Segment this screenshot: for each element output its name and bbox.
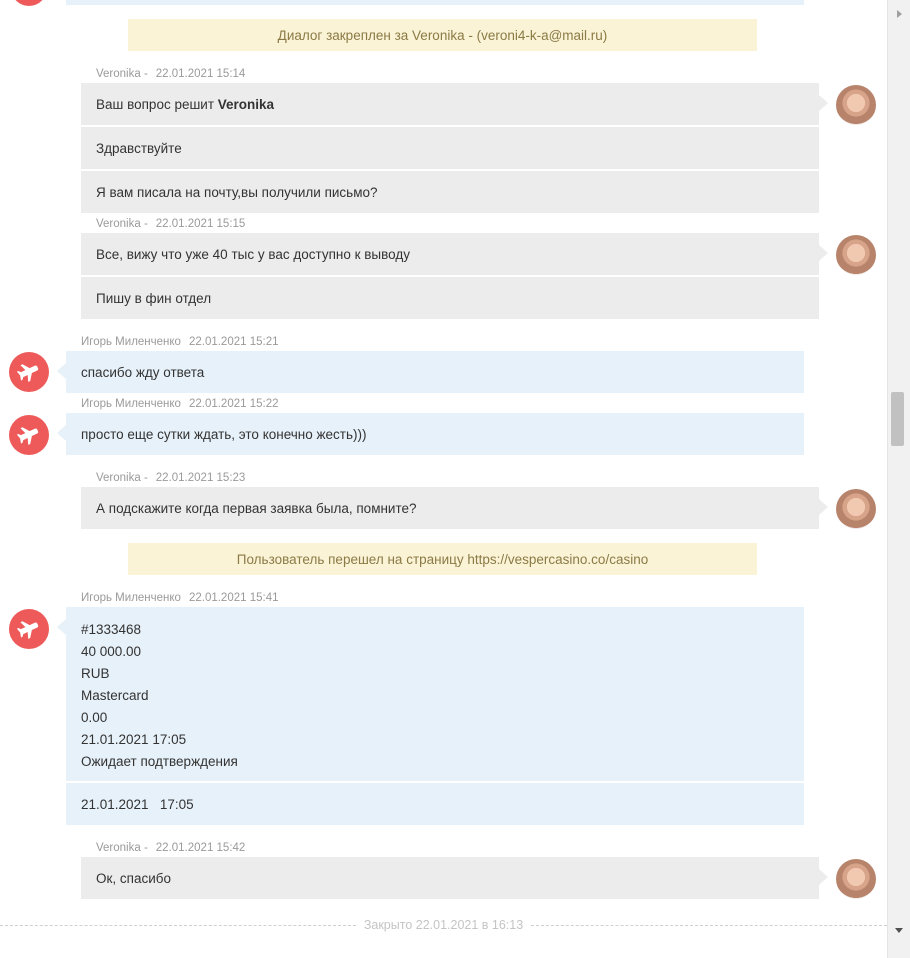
message-line: RUB bbox=[81, 666, 110, 681]
message-line: 0.00 bbox=[81, 710, 108, 725]
message-text: Ваш вопрос решит bbox=[96, 96, 218, 112]
message-meta bbox=[81, 336, 278, 348]
message-text: спасибо жду ответа bbox=[81, 364, 205, 380]
sender-name: Veronika - bbox=[96, 472, 148, 484]
message-bubble bbox=[66, 607, 804, 781]
system-message-navigated: Пользователь перешел на страницу https://vespercasino.co/casino bbox=[128, 543, 757, 575]
message-meta bbox=[96, 218, 245, 230]
message-bubble bbox=[81, 83, 819, 125]
closed-label: Закрыто 22.01.2021 в 16:13 bbox=[363, 918, 524, 932]
message-text: просто еще сутки ждать, это конечно жесть))) bbox=[81, 426, 367, 442]
sender-name: Veronika - bbox=[96, 68, 148, 80]
message-text: А подскажите когда первая заявка была, помните? bbox=[96, 500, 417, 516]
message-text: Здравствуйте bbox=[96, 140, 182, 156]
message-meta bbox=[81, 398, 278, 410]
sender-name: Игорь Миленченко bbox=[81, 398, 181, 410]
message-meta bbox=[96, 68, 245, 80]
operator-avatar bbox=[836, 859, 876, 899]
message-time: 22.01.2021 15:21 bbox=[188, 336, 279, 348]
message-meta bbox=[96, 472, 245, 484]
message-text: Я вам писала на почту,вы получили письмо? bbox=[96, 184, 378, 200]
avatar bbox=[11, 0, 47, 6]
message-time: 22.01.2021 15:23 bbox=[155, 472, 246, 484]
divider-line bbox=[531, 925, 887, 926]
airplane-icon bbox=[16, 422, 42, 448]
message-text: Пишу в фин отдел bbox=[96, 290, 212, 306]
message-text: Все, вижу что уже 40 тыс у вас доступно к выводу bbox=[96, 246, 410, 262]
user-avatar bbox=[9, 415, 49, 455]
message-meta bbox=[96, 842, 245, 854]
message-bold-name: Veronika bbox=[217, 96, 275, 112]
airplane-icon bbox=[16, 359, 42, 385]
message-bubble bbox=[81, 233, 819, 275]
operator-avatar bbox=[836, 85, 876, 125]
message-bubble bbox=[81, 127, 819, 169]
message-text: Ок, спасибо bbox=[96, 870, 172, 886]
operator-avatar bbox=[836, 235, 876, 275]
message-meta bbox=[81, 592, 278, 604]
message-bubble bbox=[81, 857, 819, 899]
chat-closed-divider bbox=[0, 914, 887, 936]
message-bubble bbox=[66, 0, 804, 5]
message-line: 21.01.2021 17:05 bbox=[81, 732, 187, 747]
sender-name: Игорь Миленченко bbox=[81, 336, 181, 348]
system-message-assigned: Диалог закреплен за Veronika - (veroni4-k-a@mail.ru) bbox=[128, 19, 757, 51]
message-line: 40 000.00 bbox=[81, 644, 142, 659]
message-bubble bbox=[66, 351, 804, 393]
sender-name: Veronika - bbox=[96, 218, 148, 230]
message-time: 22.01.2021 15:41 bbox=[188, 592, 279, 604]
scroll-up-arrow-icon[interactable] bbox=[888, 6, 910, 22]
sender-name: Veronika - bbox=[96, 842, 148, 854]
message-bubble bbox=[81, 277, 819, 319]
scroll-down-arrow-icon[interactable] bbox=[888, 922, 910, 938]
message-line: Mastercard bbox=[81, 688, 149, 703]
message-line: #1333468 bbox=[81, 622, 142, 637]
message-bubble bbox=[81, 487, 819, 529]
message-time: 22.01.2021 15:22 bbox=[188, 398, 279, 410]
message-time: 22.01.2021 15:42 bbox=[155, 842, 246, 854]
message-text: 21.01.2021 17:05 bbox=[81, 796, 194, 812]
sender-name: Игорь Миленченко bbox=[81, 592, 181, 604]
airplane-icon bbox=[16, 616, 42, 642]
scrollbar-thumb[interactable] bbox=[891, 392, 904, 446]
message-line: Ожидает подтверждения bbox=[81, 754, 238, 769]
user-avatar bbox=[9, 352, 49, 392]
message-time: 22.01.2021 15:15 bbox=[155, 218, 246, 230]
message-time: 22.01.2021 15:14 bbox=[155, 68, 246, 80]
user-avatar bbox=[9, 609, 49, 649]
message-bubble bbox=[66, 783, 804, 825]
divider-line bbox=[0, 925, 356, 926]
message-bubble bbox=[66, 413, 804, 455]
operator-avatar bbox=[836, 489, 876, 529]
message-bubble bbox=[81, 171, 819, 213]
vertical-scrollbar[interactable] bbox=[887, 0, 910, 958]
